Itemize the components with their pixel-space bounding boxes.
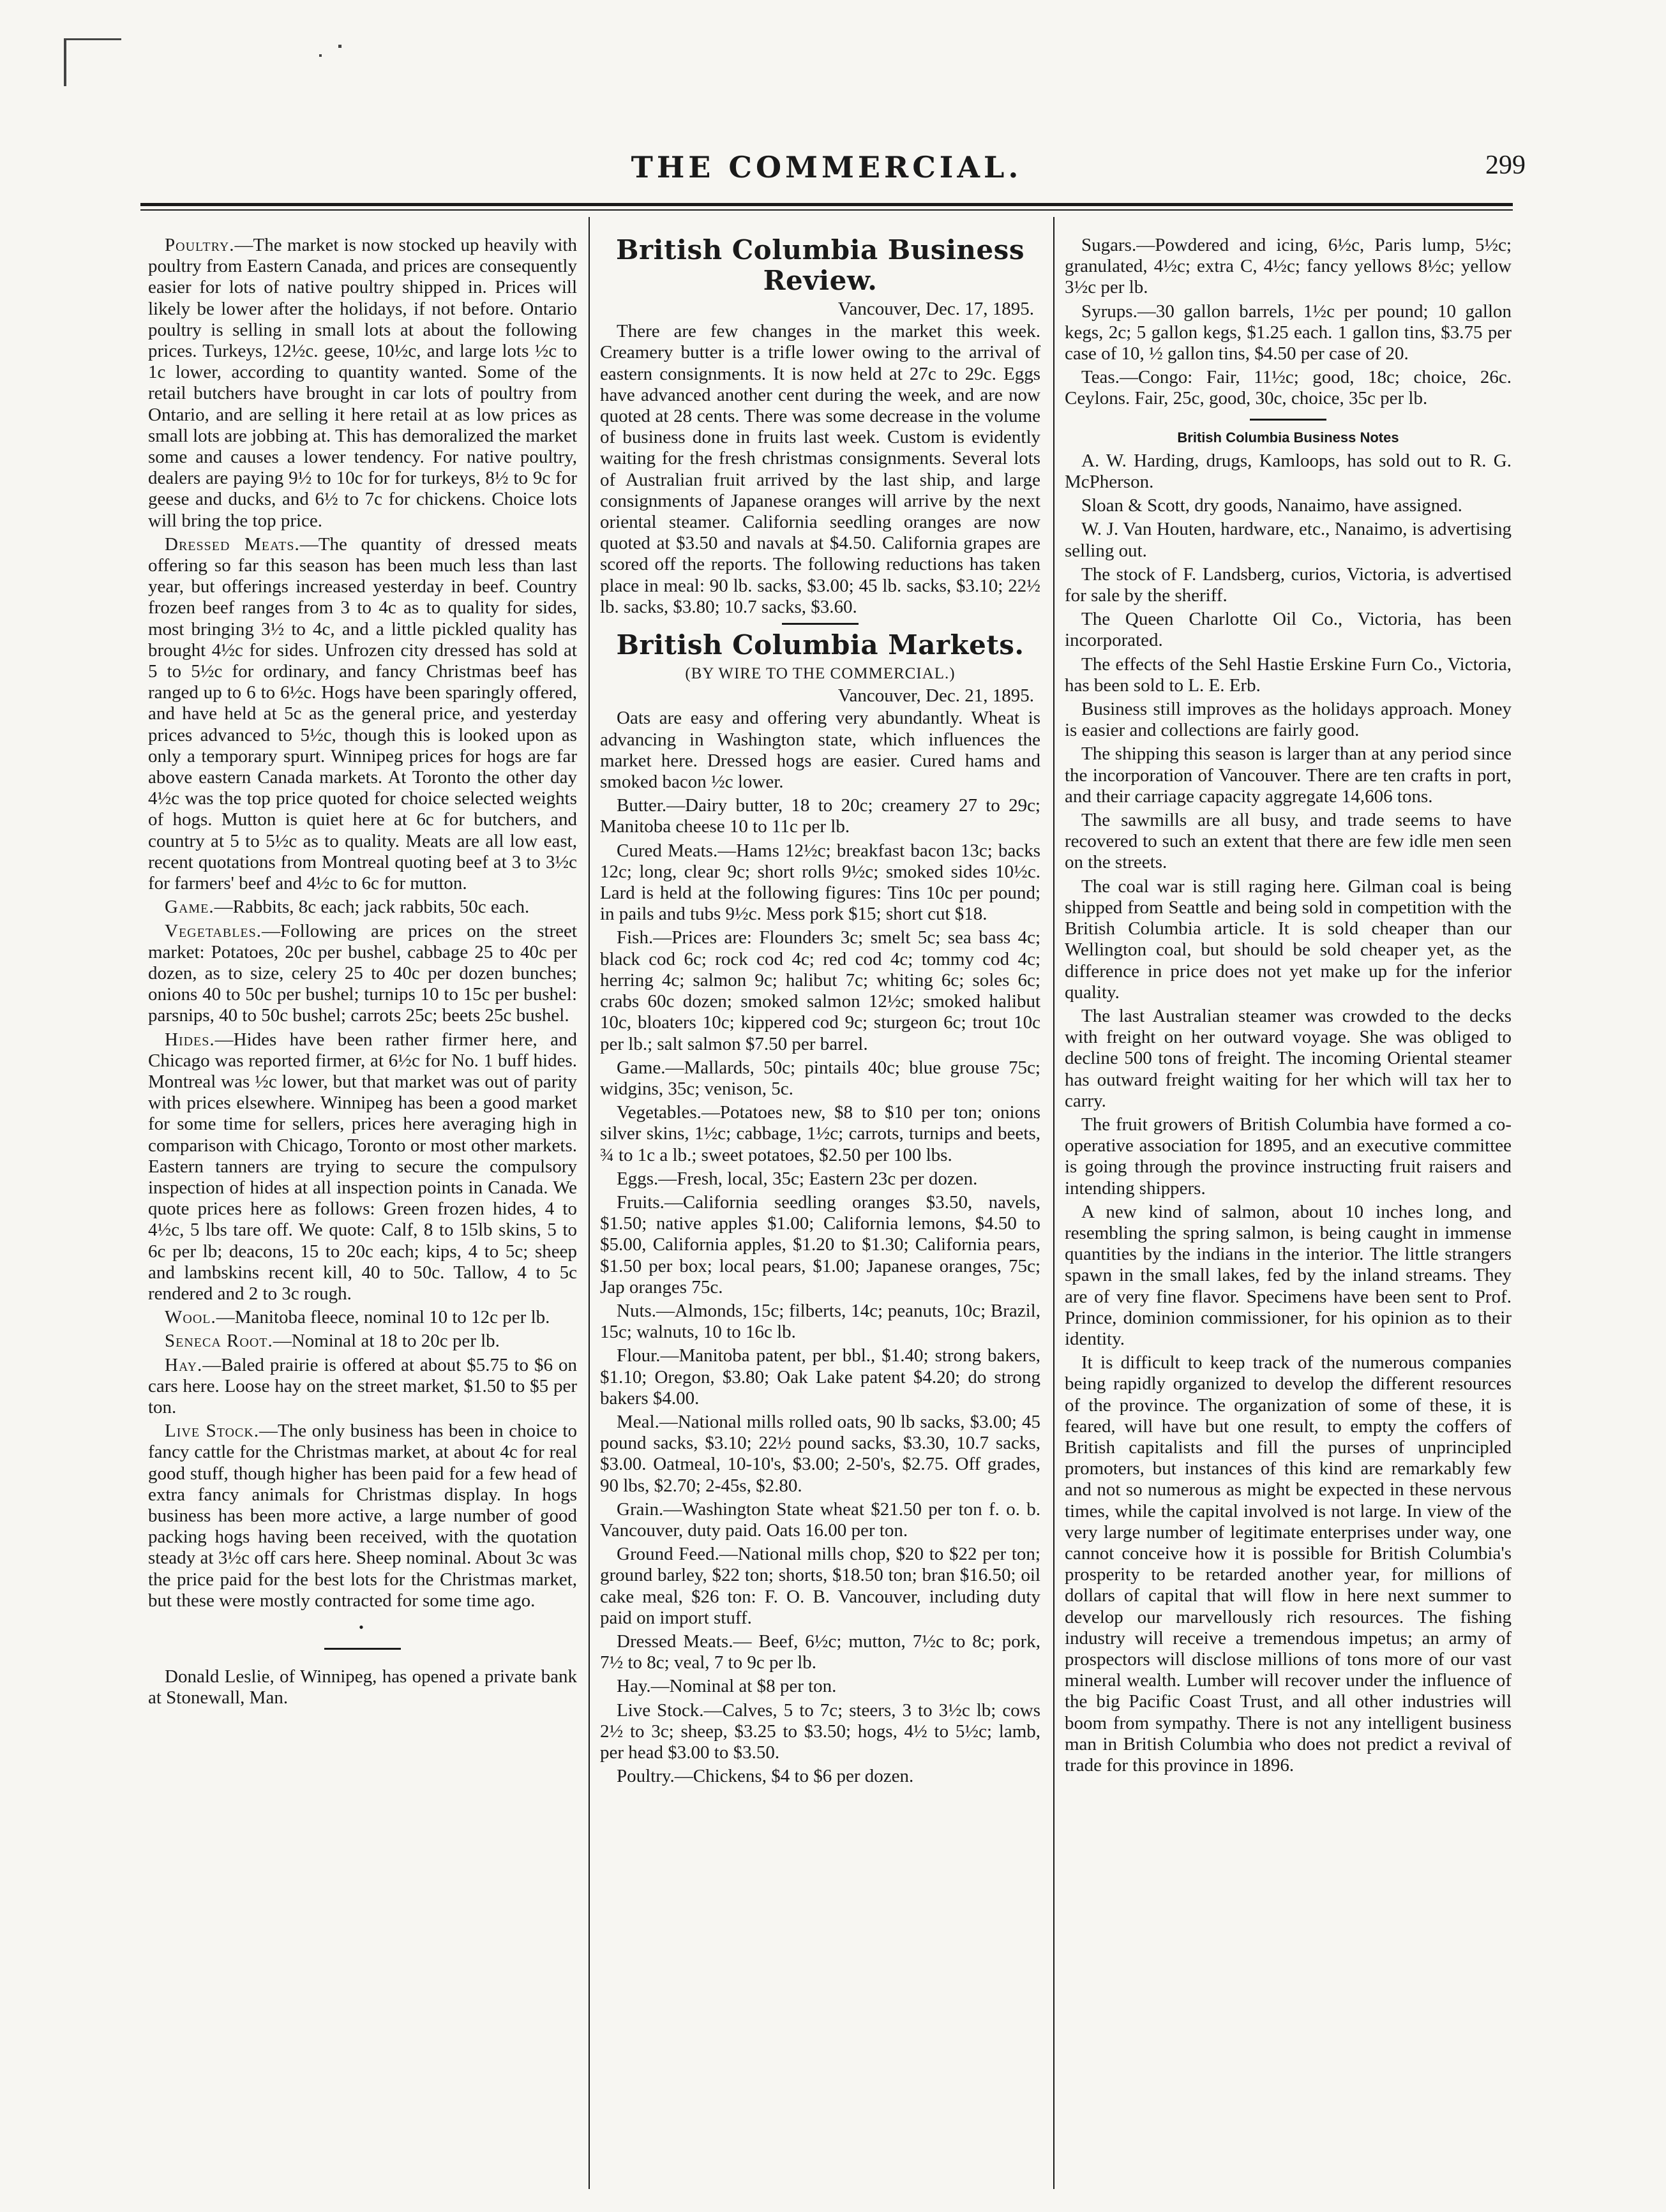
scan-corner-mark	[64, 38, 66, 86]
column-divider	[589, 217, 590, 2189]
market-paragraph: Hay.—Nominal at $8 per ton.	[617, 1676, 837, 1697]
market-paragraph	[148, 1029, 577, 1305]
column-3	[1065, 235, 1512, 2188]
business-note: A new kind of salmon, about 10 inches long, and resembling the spring salmon, is being caught in immense quantities by the indians in the interior. The little strangers spawn in the small lakes, fed by the inland streams. They are of very fine flavor. Specimens have been sent to Prof. Prince, dominion commissioner, for his opinion as to their identity.	[1065, 1201, 1512, 1349]
bank-notice: Donald Leslie, of Winnipeg, has opened a private bank at Stonewall, Man.	[148, 1666, 577, 1708]
column-2	[600, 235, 1040, 2188]
market-paragraph: Fish.—Prices are: Flounders 3c; smelt 5c; sea bass 4c; black cod 6c; rock cod 4c; red cod 4c; tommy cod 4c; herring 4c; salmon 9c; halibut 7c; whiting 6c; soles 6c; crabs 60c dozen; smoked salmon 12½c; smoked halibut 10c, bloaters 10c; kippered cod 9c; sturgeon 6c; trout 10c per lb.; salt salmon $7.50 per barrel.	[600, 927, 1040, 1054]
market-report-body	[148, 235, 577, 1611]
market-paragraph: Ground Feed.—National mills chop, $20 to $22 per ton; ground barley, $22 ton; shorts, $18.50 ton; bran $16.50; oil cake meal, $26 ton: F. O. B. Vancouver, including duty paid on import stuff.	[600, 1544, 1040, 1628]
market-paragraph: Sugars.—Powdered and icing, 6½c, Paris lump, 5½c; granulated, 4½c; extra C, 4½c; fancy yellows 8½c; yellow 3½c per lb.	[1065, 235, 1512, 298]
market-paragraph: Cured Meats.—Hams 12½c; breakfast bacon 13c; backs 12c; long, clear 9c; short rolls 9½c; smoked sides 10½c. Lard is held at the following figures: Tins 10c per pound; in pails and tubs 9½c. Mess pork $15; short cut $18.	[600, 840, 1040, 925]
business-note: The stock of F. Landsberg, curios, Victoria, is advertised for sale by the sheriff.	[1065, 564, 1512, 606]
market-paragraph: Dressed Meats.— Beef, 6½c; mutton, 7½c to 8c; pork, 7½ to 8c; veal, 7 to 9c per lb.	[600, 1631, 1040, 1673]
business-notes-body	[1065, 451, 1512, 1776]
paragraph-text: —Following are prices on the street market: Potatoes, 20c per bushel, cabbage 25 to 40c per dozen, as to size, celery 25 to 40c per dozen bunches; onions 40 to 50c per bushel; turnips 10 to 15c per bushel: parsnips, 40 to 50c bushel; carrots 25c; beets 25c bushel.	[148, 920, 577, 1026]
section-divider	[782, 623, 859, 625]
paragraph-lead: Vegetables.	[165, 920, 262, 941]
review-dateline: Vancouver, Dec. 17, 1895.	[837, 299, 1034, 319]
business-note: Sloan & Scott, dry goods, Nanaimo, have assigned.	[1081, 495, 1462, 516]
column-1	[148, 235, 577, 2188]
business-note: The shipping this season is larger than at any period since the incorporation of Vancouver. There are ten crafts in port, and their carriage capacity aggregate 14,606 tons.	[1065, 744, 1512, 807]
market-paragraph	[148, 1331, 577, 1352]
paragraph-lead: Wool.	[165, 1307, 216, 1328]
paragraph-lead: Hides.	[165, 1029, 215, 1050]
markets-body	[600, 708, 1040, 1787]
review-heading: British Columbia Business Review.	[616, 235, 1024, 296]
markets-dateline: Vancouver, Dec. 21, 1895.	[837, 685, 1034, 706]
paragraph-text: —The market is now stocked up heavily with poultry from Eastern Canada, and prices are consequently easier for lots of native poultry shipped in. Prices will likely be lower after the holidays, if not before. Ontario poultry is selling in small lots at about the following prices. Turkeys, 12½c. geese, 10½c, and large lots ½c to 1c lower, according to quantity wanted. Some of the retail butchers have brought in car lots of poultry from Ontario, and are selling it here retail at as low prices as small lots are jobbing at. This has demoralized the market some and causes a lower tendency. For native poultry, dealers are paying 9½ to 10c for for turkeys, 8½ to 9c for geese and ducks, and 6½ to 7c for chickens. Choice lots will bring the top price.	[148, 235, 577, 531]
business-note: W. J. Van Houten, hardware, etc., Nanaimo, is advertising selling out.	[1065, 519, 1512, 561]
business-note: The effects of the Sehl Hastie Erskine Furn Co., Victoria, has been sold to L. E. Erb.	[1065, 654, 1512, 696]
market-paragraph: Eggs.—Fresh, local, 35c; Eastern 23c per dozen.	[617, 1168, 978, 1189]
paragraph-text: —The quantity of dressed meats offering so far this season has been much less than last year, but offerings increased yesterday in beef. Country frozen beef ranges from 3 to 4c as to quality for sides, most bringing 3½ to 4c, and a little pickled quality has brought 4½c for sides. Unfrozen city dressed has sold at 5 to 5½c for ordinary, and fancy Christmas beef has ranged up to 6 to 6½c. Hogs have been sparingly offered, and have held at 5c as the general price, and yesterday prices advanced to 5½c, though this is looked upon as only a temporary spurt. Winnipeg prices for hogs are far above eastern Canada markets. At Toronto the other day 4½c was the top price quoted for choice selected weights of hogs. Mutton is quiet here at 6c for butchers, and country at 5 to 5½c as to quality. Meats are all low east, recent quotations from Montreal quoting beef at 3 to 3½c for farmers' beef and 4½c to 6c for mutton.	[148, 534, 577, 894]
business-note: The coal war is still raging here. Gilman coal is being shipped from Seattle and being sold in competition with the British Columbia article. It is sold cheaper than our Wellington coal, but should be sold cheaper yet, as the difference in price does not yet make up for the inferior quality.	[1065, 876, 1512, 1003]
paragraph-lead: Live Stock.	[165, 1421, 260, 1442]
page-header	[128, 150, 1526, 188]
market-paragraph: Meal.—National mills rolled oats, 90 lb sacks, $3.00; 45 pound sacks, $3.10; 22½ pound sacks, $3.30, 10.7 sacks, $3.00. Oatmeal, 10-10's, $3.00; 2-50's, $2.75. Off grades, 90 lbs, $2.70; 2-45s, $2.80.	[600, 1411, 1040, 1496]
paragraph-text: —Manitoba fleece, nominal 10 to 12c per lb.	[216, 1307, 550, 1328]
header-rule-thin	[140, 209, 1513, 211]
market-paragraph	[148, 897, 577, 918]
paragraph-text: —The only business has been in choice to fancy cattle for the Christmas market, at about 4c for real good stuff, though higher has been paid for a few head of extra fancy animals for Christmas display. In hogs business has been more active, a large number of good packing hogs having been received, with the quotation steady at 3½c off cars here. Sheep nominal. About 3c was the price paid for the best lots for the Christmas market, but these were mostly contracted for some time ago.	[148, 1421, 577, 1611]
section-divider	[1250, 419, 1326, 421]
market-paragraph: Butter.—Dairy butter, 18 to 20c; creamery 27 to 29c; Manitoba cheese 10 to 11c per lb.	[600, 795, 1040, 837]
review-paragraph: There are few changes in the market this week. Creamery butter is a trifle lower owing to the arrival of eastern consignments. It is now held at 27c to 29c. Eggs have advanced another cent during the week, and are now quoted at 28 cents. There was some decrease in the volume of business done in fruits last week. Custom is evidently waiting for the fresh christmas consignments. Several lots of Australian fruit arrived by the last ship, and large consignments of Japanese oranges will arrive by the next oriental steamer. California seedling oranges are now quoted at $3.50 and navals at $4.50. California grapes are scored off the reports. The following reductions has taken place in meal: 90 lb. sacks, $3.00; 45 lb. sacks, $3.10; 22½ lb. sacks, $3.80; 10.7 sacks, $3.60.	[600, 321, 1040, 617]
market-paragraph: Teas.—Congo: Fair, 11½c; good, 18c; choice, 26c. Ceylons. Fair, 25c, good, 30c, choice, 35c per lb.	[1065, 367, 1512, 409]
market-paragraph	[148, 1355, 577, 1419]
market-paragraph: Live Stock.—Calves, 5 to 7c; steers, 3 to 3½c lb; cows 2½ to 3c; sheep, $3.25 to $3.50; hogs, 4½ to 5½c; lamb, per head $3.00 to $3.50.	[600, 1700, 1040, 1763]
scan-speck	[319, 54, 322, 57]
market-paragraph	[148, 921, 577, 1027]
paragraph-lead: Seneca Root.	[165, 1331, 273, 1352]
market-paragraph: Nuts.—Almonds, 15c; filberts, 14c; peanuts, 10c; Brazil, 15c; walnuts, 10 to 16c lb.	[600, 1300, 1040, 1343]
paragraph-text: —Baled prairie is offered at about $5.75 to $6 on cars here. Loose hay on the street market, $1.50 to $5 per ton.	[148, 1354, 577, 1417]
masthead: THE COMMERCIAL.	[631, 150, 1023, 184]
paragraph-lead: Hay.	[165, 1354, 203, 1375]
paragraph-lead: Poultry.	[165, 235, 235, 255]
paragraph-text: —Hides have been rather firmer here, and Chicago was reported firmer, at 6½c for No. 1 buff hides. Montreal was ½c lower, but that market was out of parity with prices elsewhere. Winnipeg has been a good market for some time for sellers, prices here averaging high in comparison with Chicago, Toronto or most other markets. Eastern tanners are trying to secure the compulsory inspection of hides at all inspection points in Canada. We quote prices here as follows: Green frozen hides, 4 to 4½c, 5 lbs tare off. We quote: Calf, 8 to 15lb skins, 5 to 6c per lb; deacons, 15 to 20c each; kips, 4 to 5c; sheep and lambskins recent kill, 40 to 50c. Tallow, 4 to 5c rendered and 2 to 3c rough.	[148, 1029, 577, 1304]
market-paragraph: Flour.—Manitoba patent, per bbl., $1.40; strong bakers, $1.10; Oregon, $3.80; Oak Lake patent $4.20; do strong bakers $4.00.	[600, 1345, 1040, 1409]
market-paragraph	[148, 1421, 577, 1611]
market-paragraph	[148, 235, 577, 532]
business-note: Business still improves as the holidays approach. Money is easier and collections are fairly good.	[1065, 699, 1512, 741]
market-paragraph: Poultry.—Chickens, $4 to $6 per dozen.	[617, 1766, 914, 1787]
market-paragraph	[148, 1307, 577, 1328]
header-rule-thick	[140, 203, 1513, 206]
business-note: A. W. Harding, drugs, Kamloops, has sold out to R. G. McPherson.	[1065, 450, 1512, 493]
paragraph-text: —Rabbits, 8c each; jack rabbits, 50c each.	[214, 897, 530, 918]
paragraph-text: —Nominal at 18 to 20c per lb.	[273, 1331, 500, 1352]
markets-heading: British Columbia Markets.	[616, 629, 1024, 661]
market-paragraph: Fruits.—California seedling oranges $3.50, navels, $1.50; native apples $1.00; California lemons, $4.50 to $5.00, California apples, $1.20 to $1.30; California pears, $1.50 per box; local pears, $1.00; Japanese oranges, 75c; Jap oranges 75c.	[600, 1192, 1040, 1297]
business-note: The fruit growers of British Columbia have formed a co-operative association for 1895, and an executive committee is going through the province instructing fruit raisers and intending shippers.	[1065, 1114, 1512, 1199]
market-paragraph	[148, 534, 577, 894]
column-divider	[1053, 217, 1054, 2189]
scan-speck	[338, 45, 341, 48]
market-paragraph: Vegetables.—Potatoes new, $8 to $10 per ton; onions silver skins, 1½c; cabbage, 1½c; carrots, turnips and beets, ¾ to 1c a lb.; sweet potatoes, $2.50 per 100 lbs.	[600, 1102, 1040, 1165]
market-paragraph: Oats are easy and offering very abundantly. Wheat is advancing in Washington state, which influences the market here. Dressed hogs are easier. Cured hams and smoked bacon ½c lower.	[600, 708, 1040, 793]
page-number: 299	[1485, 151, 1526, 180]
scan-corner-mark-horizontal	[64, 38, 121, 40]
market-paragraph: Game.—Mallards, 50c; pintails 40c; blue grouse 75c; widgins, 35c; venison, 5c.	[600, 1057, 1040, 1099]
paragraph-lead: Game.	[165, 897, 214, 918]
market-paragraph: Grain.—Washington State wheat $21.50 per ton f. o. b. Vancouver, duty paid. Oats 16.00 per ton.	[600, 1498, 1040, 1541]
section-ornament: •	[359, 1619, 366, 1635]
paragraph-lead: Dressed Meats.	[165, 534, 300, 555]
business-note: The last Australian steamer was crowded to the decks with freight on her outward voyage. She was obliged to decline 500 tons of freight. The incoming Oriental steamer has outward freight waiting for her which will tax her to carry.	[1065, 1005, 1512, 1111]
markets-subheading: (BY WIRE TO THE COMMERCIAL.)	[685, 665, 956, 683]
business-note: The sawmills are all busy, and trade seems to have recovered to such an extent that there are few idle men seen on the streets.	[1065, 810, 1512, 873]
section-divider	[324, 1648, 401, 1650]
business-note: The Queen Charlotte Oil Co., Victoria, has been incorporated.	[1065, 609, 1512, 651]
market-paragraph: Syrups.—30 gallon barrels, 1½c per pound; 10 gallon kegs, 2c; 5 gallon kegs, $1.25 each. 1 gallon tins, $3.75 per case of 10, ½ gallon tins, $4.50 per case of 20.	[1065, 301, 1512, 364]
business-notes-heading: British Columbia Business Notes	[1177, 429, 1399, 445]
market-prices-continued	[1065, 235, 1512, 410]
business-note: It is difficult to keep track of the numerous companies being rapidly organized to develop the different resources of the province. The organization of some of these, it is feared, will have but one result, to empty the coffers of British capitalists and fill the purses of unprincipled promoters, but instances of this kind are remarkably few and not so numerous as might be expected in these nervous times, while the capital involved is not large. In view of the very large number of legitimate enterprises under way, one cannot conceive how it is possible for British Columbia's prosperity to be retarded another year, for millions of dollars of capital that will flow in here next summer to develop our marvellously rich resources. The fishing industry will receive a tremendous impetus; an army of prospectors will disclose millions of tons more of our vast mineral wealth. Lumber will recover under the influence of the big Pacific Coast Trust, and all other industries will boom from sympathy. There is not any intelligent business man in British Columbia who does not predict a revival of trade for this province in 1896.	[1065, 1352, 1512, 1776]
